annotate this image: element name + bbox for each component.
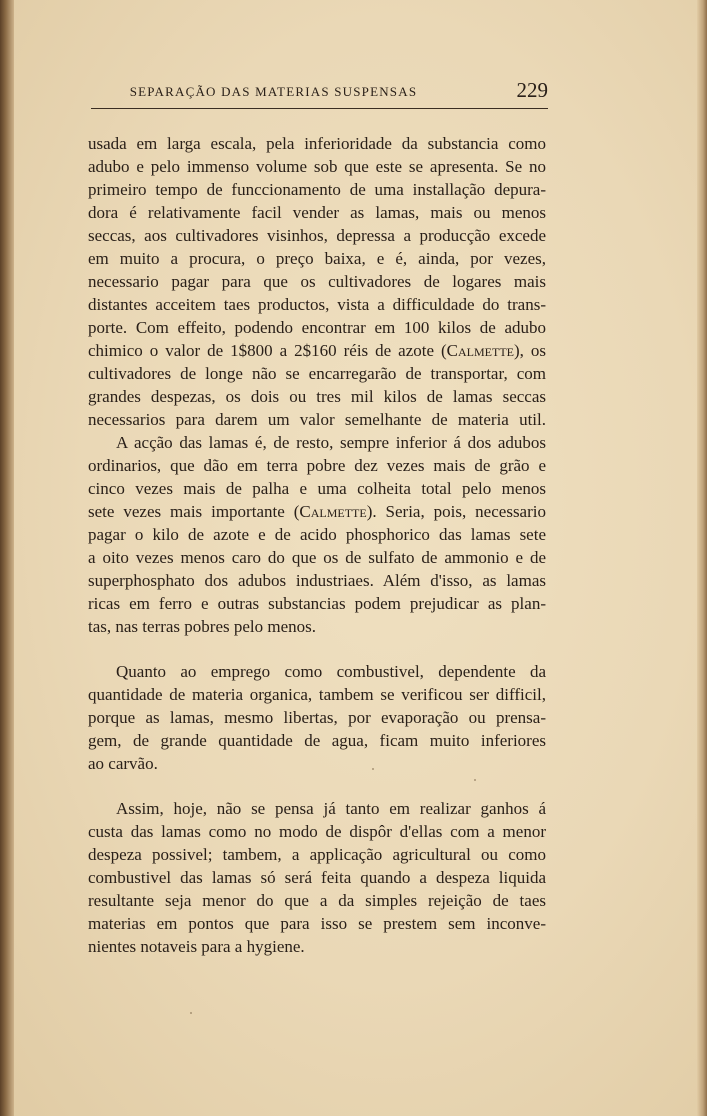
paragraph [88, 797, 546, 958]
text-line: custa das lamas como no modo de dispôr d'ellas com a menor [88, 822, 546, 841]
text-line: primeiro tempo de funccionamento de uma installação depura- [88, 180, 546, 199]
text-line: nientes notaveis para a hygiene. [88, 937, 305, 956]
text-line: quantidade de materia organica, tambem se verificou ser difficil, [88, 685, 546, 704]
text-line: superphosphato dos adubos industriaes. Além d'isso, as lamas [88, 571, 546, 590]
paper-speck [190, 1012, 192, 1014]
text-line: em muito a procura, o preço baixa, e é, ainda, por vezes, [88, 249, 546, 268]
author-name: Calmette [446, 341, 514, 360]
text-line: porte. Com effeito, podendo encontrar em 100 kilos de adubo [88, 318, 546, 337]
text-line: despeza possivel; tambem, a applicação agricultural ou como [88, 845, 546, 864]
paper-speck [474, 779, 476, 781]
chapter-title: SEPARAÇÃO DAS MATERIAS SUSPENSAS [129, 84, 418, 99]
text-line: sete vezes mais importante (Calmette). Seria, pois, necessario [88, 502, 546, 521]
paragraph [88, 431, 546, 638]
text-line: grandes despezas, os dois ou tres mil kilos de lamas seccas [88, 387, 546, 406]
text-line: usada em larga escala, pela inferioridade da substancia como [88, 134, 546, 153]
text-line: dora é relativamente facil vender as lamas, mais ou menos [88, 203, 546, 222]
paragraph-gap [88, 775, 546, 797]
text-line: A acção das lamas é, de resto, sempre inferior á dos adubos [116, 433, 546, 452]
text-line: ao carvão. [88, 754, 158, 773]
running-header [91, 78, 548, 106]
text-line: distantes acceitem taes productos, vista a difficuldade do trans- [88, 295, 546, 314]
text-line: Quanto ao emprego como combustivel, dependente da [116, 662, 546, 681]
text-line: pagar o kilo de azote e de acido phosphorico das lamas sete [88, 525, 546, 544]
text-line: adubo e pelo immenso volume sob que este se apresenta. Se no [88, 157, 546, 176]
text-line: ricas em ferro e outras substancias podem prejudicar as plan- [88, 594, 546, 613]
paragraph [88, 132, 546, 431]
page-binding-shadow [0, 0, 14, 1116]
paragraph-gap [88, 638, 546, 660]
text-line: resultante seja menor do que a da simples rejeição de taes [88, 891, 546, 910]
text-line: a oito vezes menos caro do que os de sulfato de ammonio e de [88, 548, 546, 567]
text-line: necessarios para darem um valor semelhante de materia util. [88, 410, 546, 429]
text-line: materias em pontos que para isso se prestem sem inconve- [88, 914, 546, 933]
text-line: tas, nas terras pobres pelo menos. [88, 617, 317, 636]
text-line: necessario pagar para que os cultivadores de logares mais [88, 272, 546, 291]
page-number: 229 [516, 78, 548, 102]
text-line: chimico o valor de 1$800 a 2$160 réis de azote (Calmette), os [88, 341, 546, 360]
header-rule [91, 108, 548, 109]
text-line: porque as lamas, mesmo libertas, por evaporação ou prensa- [88, 708, 546, 727]
paragraph [88, 660, 546, 775]
page-edge-shadow [697, 0, 707, 1116]
text-line: ordinarios, que dão em terra pobre dez vezes mais de grão e [88, 456, 546, 475]
paper-speck [372, 768, 374, 770]
text-line: cinco vezes mais de palha e uma colheita total pelo menos [88, 479, 546, 498]
text-line: Assim, hoje, não se pensa já tanto em realizar ganhos á [116, 799, 546, 818]
text-line: combustivel das lamas só será feita quando a despeza liquida [88, 868, 546, 887]
body-text [88, 132, 546, 958]
text-line: cultivadores de longe não se encarregarão de transportar, com [88, 364, 546, 383]
text-line: gem, de grande quantidade de agua, ficam muito inferiores [88, 731, 546, 750]
author-name: Calmette [299, 502, 367, 521]
text-line: seccas, aos cultivadores visinhos, depressa a producção excede [88, 226, 546, 245]
